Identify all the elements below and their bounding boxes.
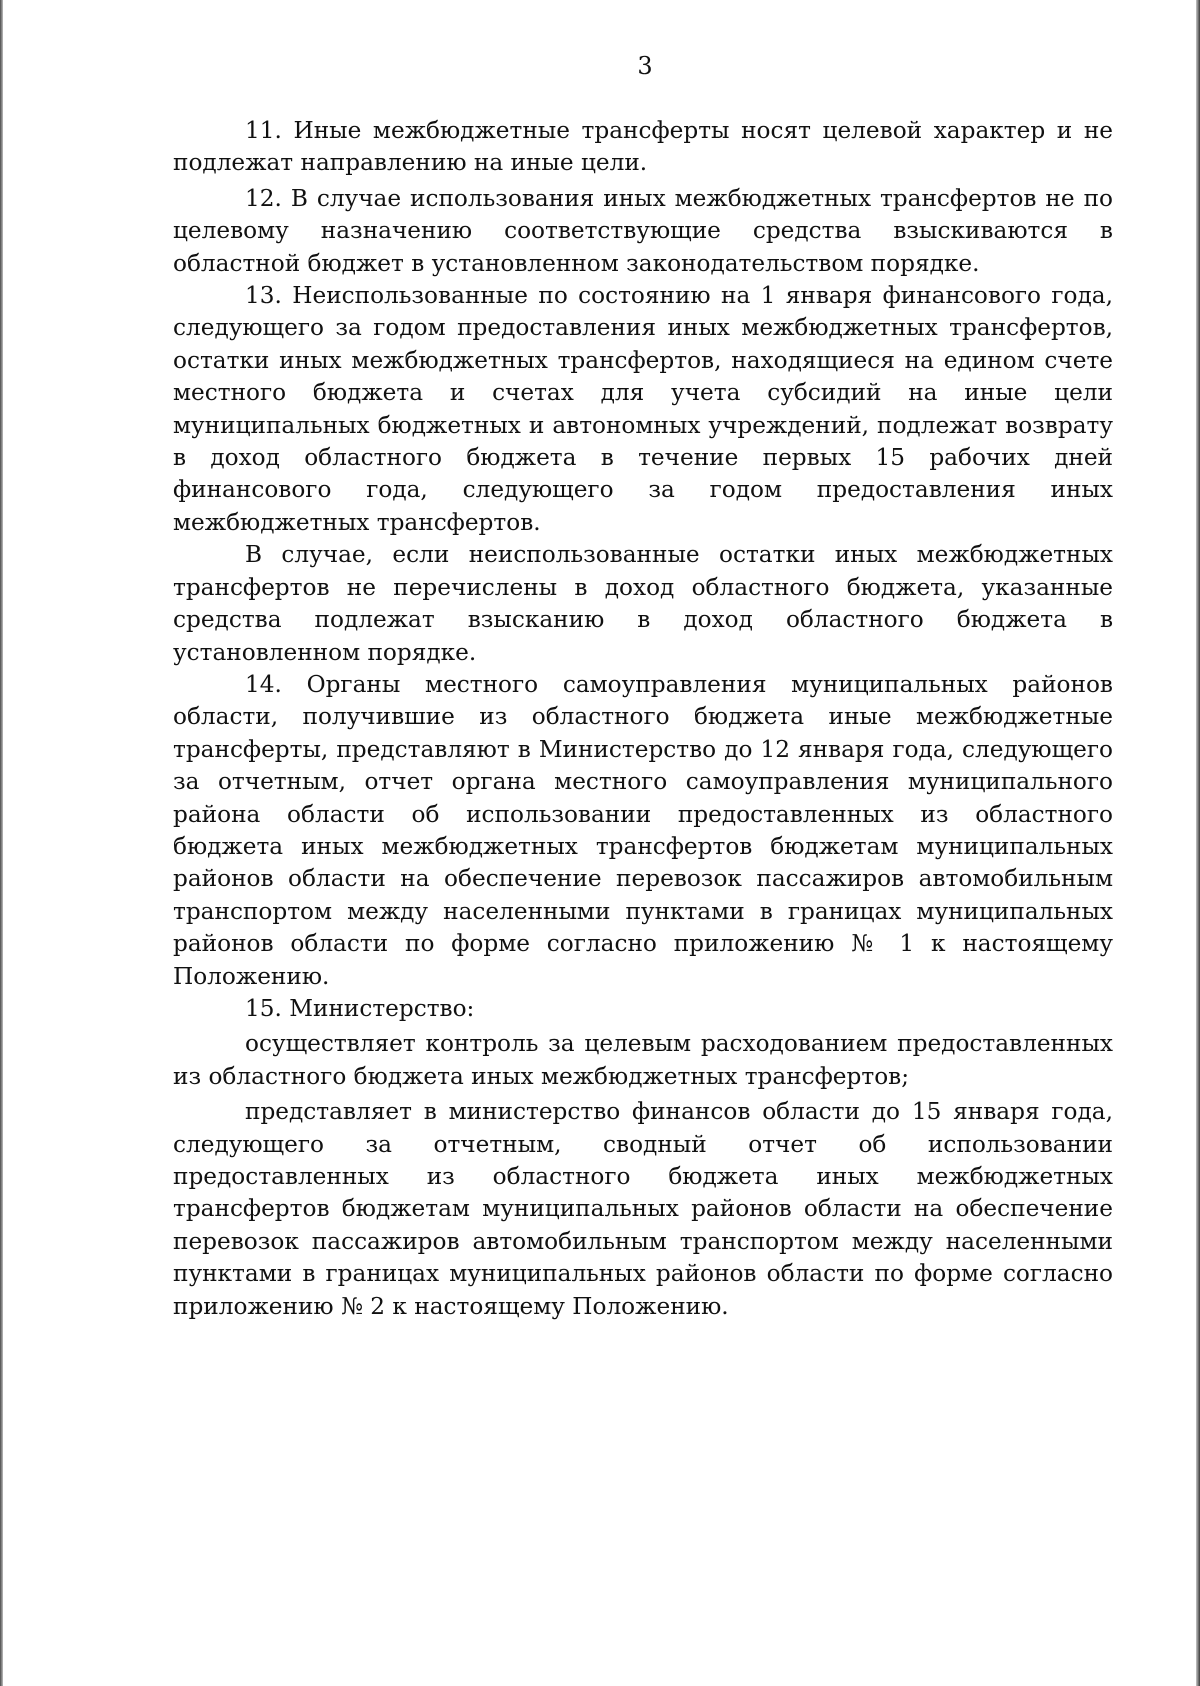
scan-edge-left (0, 0, 3, 1686)
paragraph-15: 15. Министерство: (245, 994, 475, 1022)
paragraph-12: 12. В случае использования иных межбюджетных трансфертов не по целевому назначению соответствующие средства взыскиваются в областной бюджет в установленном законодательством порядке. (173, 184, 1113, 277)
paragraph-13-continued: В случае, если неиспользованные остатки иных межбюджетных трансфертов не перечислены в доход областного бюджета, указанные средства подлежат взысканию в доход областного бюджета в установленном порядке. (173, 541, 1113, 666)
document-body (173, 115, 1113, 1323)
page-number: 3 (637, 52, 653, 80)
paragraph-14: 14. Органы местного самоуправления муниципальных районов области, получившие из областного бюджета иные межбюджетные трансферты, представляют в Министерство до 12 января года, следующего за отчетным, отчет органа местного самоуправления муниципального района области об использовании предоставленных из областного бюджета иных межбюджетных трансфертов бюджетам муниципальных районов области на обеспечение перевозок пассажиров автомобильным транспортом между населенными пунктами в границах муниципальных районов области по форме согласно приложению № 1 к настоящему Положению. (173, 670, 1113, 990)
scan-edge-right (1196, 0, 1200, 1686)
paragraph-11: 11. Иные межбюджетные трансферты носят целевой характер и не подлежат направлению на иные цели. (173, 117, 1113, 177)
paragraph-13: 13. Неиспользованные по состоянию на 1 января финансового года, следующего за годом предоставления иных межбюджетных трансфертов, остатки иных межбюджетных трансфертов, находящиеся на едином счете местного бюджета и счетах для учета субсидий на иные цели муниципальных бюджетных и автономных учреждений, подлежат возврату в доход областного бюджета в течение первых 15 рабочих дней финансового года, следующего за годом предоставления иных межбюджетных трансфертов. (173, 282, 1113, 536)
paragraph-15-item-2: представляет в министерство финансов области до 15 января года, следующего за отчетным, сводный отчет об использовании предоставленных из областного бюджета иных межбюджетных трансфертов бюджетам муниципальных районов области на обеспечение перевозок пассажиров автомобильным транспортом между населенными пунктами в границах муниципальных районов области по форме согласно приложению № 2 к настоящему Положению. (173, 1098, 1113, 1320)
paragraph-15-item-1: осуществляет контроль за целевым расходованием предоставленных из областного бюджета иных межбюджетных трансфертов; (173, 1030, 1113, 1090)
